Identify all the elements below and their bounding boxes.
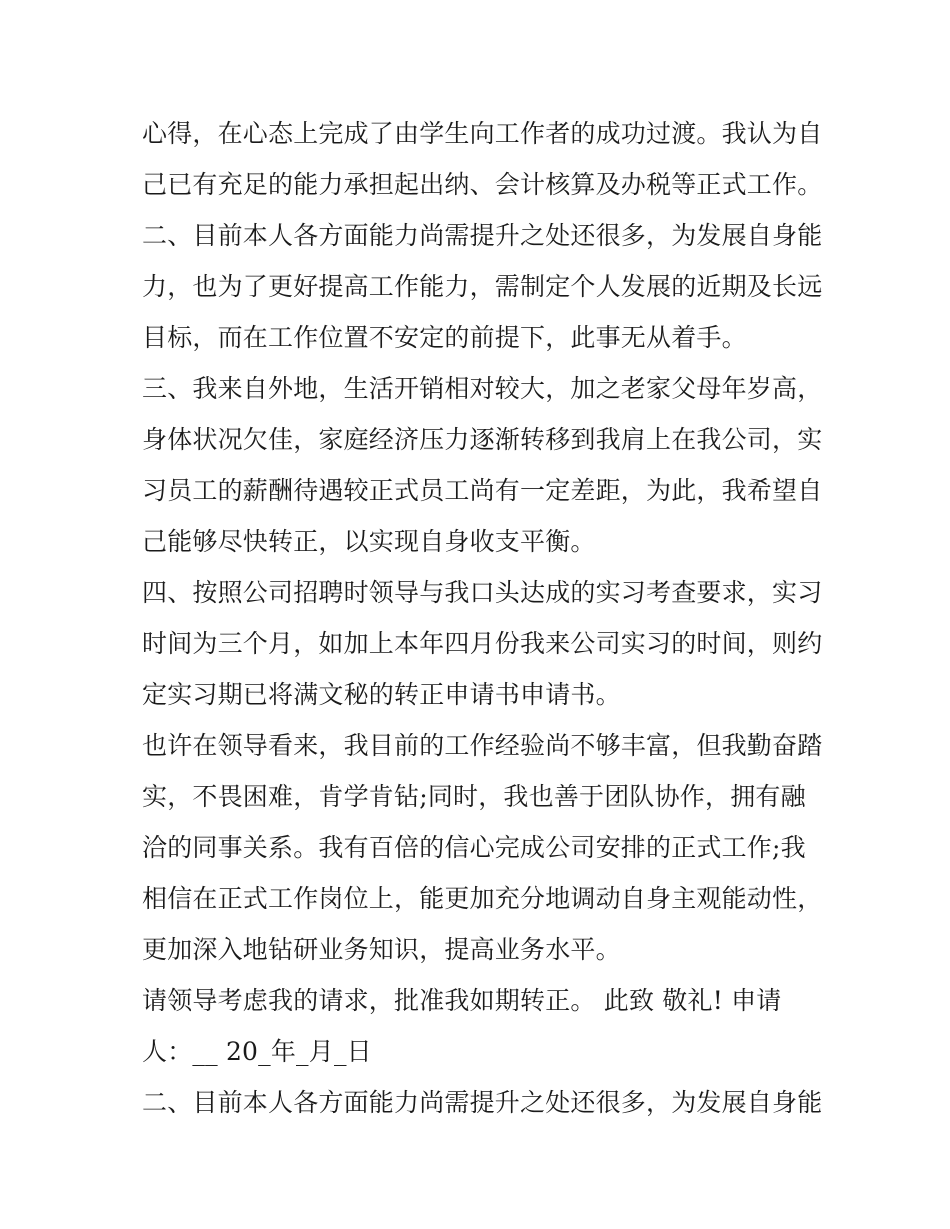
text-line: 四、按照公司招聘时领导与我口头达成的实习考查要求，实习	[142, 578, 822, 607]
text-line: 二、目前本人各方面能力尚需提升之处还很多，为发展自身能	[142, 1088, 822, 1117]
text-line: 实，不畏困难，肯学肯钻;同时，我也善于团队协作，拥有融	[142, 782, 806, 811]
document-body	[142, 108, 822, 1128]
text-line: 三、我来自外地，生活开销相对较大，加之老家父母年岁高，	[142, 374, 822, 403]
text-line: 更加深入地钻研业务知识，提高业务水平。	[142, 935, 621, 964]
text-line: 己能够尽快转正，以实现自身收支平衡。	[142, 527, 596, 556]
text-line: 相信在正式工作岗位上，能更加充分地调动自身主观能动性，	[142, 884, 822, 913]
text-line: 力，也为了更好提高工作能力，需制定个人发展的近期及长远	[142, 272, 822, 301]
text-line: 也许在领导看来，我目前的工作经验尚不够丰富，但我勤奋踏	[142, 731, 822, 760]
text-line: 身体状况欠佳，家庭经济压力逐渐转移到我肩上在我公司，实	[142, 425, 822, 454]
text-line: 己已有充足的能力承担起出纳、会计核算及办税等正式工作。	[142, 170, 822, 199]
text-line: 时间为三个月，如加上本年四月份我来公司实习的时间，则约	[142, 629, 822, 658]
text-line: 心得，在心态上完成了由学生向工作者的成功过渡。我认为自	[142, 119, 822, 148]
text-line: 定实习期已将满文秘的转正申请书申请书。	[142, 680, 621, 709]
text-line: 目标，而在工作位置不安定的前提下，此事无从着手。	[142, 323, 747, 352]
text-line: 请领导考虑我的请求，批准我如期转正。 此致 敬礼! 申请	[142, 986, 782, 1015]
text-line: 习员工的薪酬待遇较正式员工尚有一定差距，为此，我希望自	[142, 476, 822, 505]
text-line: 二、目前本人各方面能力尚需提升之处还很多，为发展自身能	[142, 221, 822, 250]
text-line: 洽的同事关系。我有百倍的信心完成公司安排的正式工作;我	[142, 833, 806, 862]
text-line: 人：__ 20_年_月_日	[142, 1037, 372, 1066]
